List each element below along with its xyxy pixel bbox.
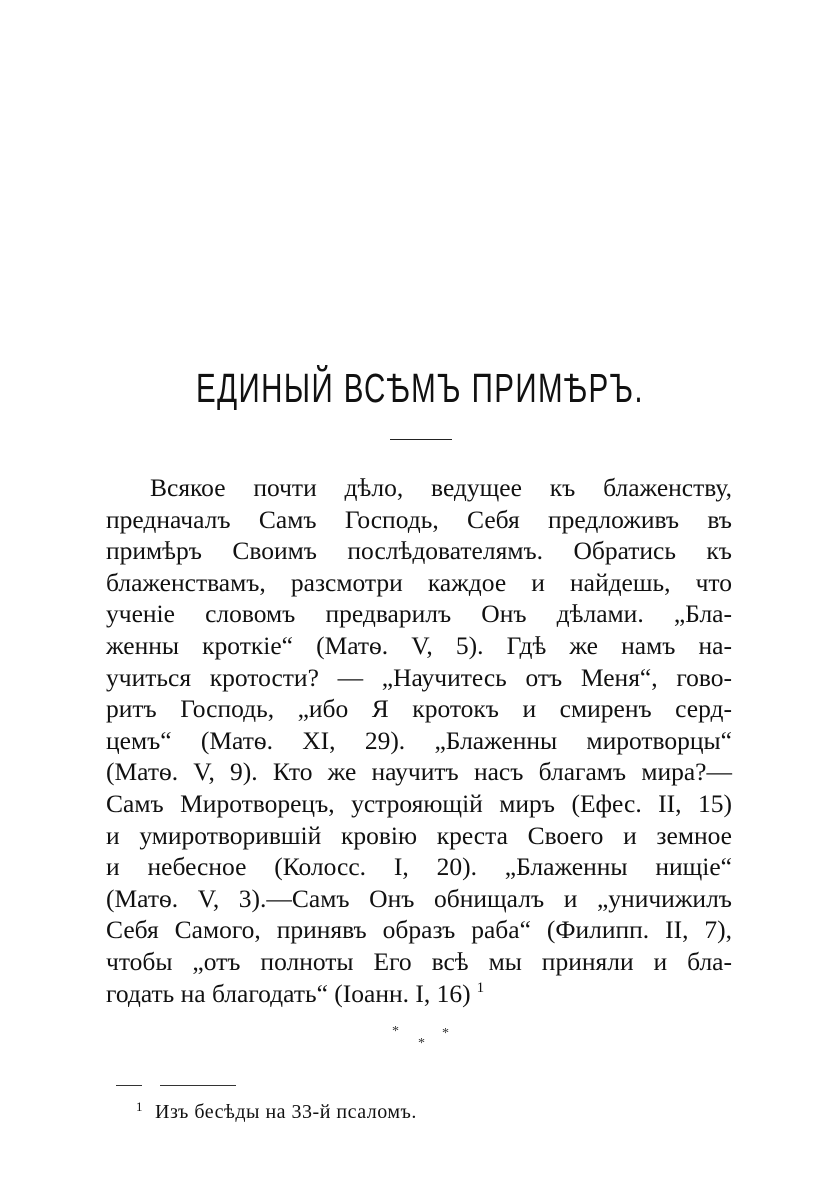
body-text [106, 472, 732, 1009]
asterism-divider [388, 1024, 458, 1054]
body-line: учиться кротости? — „Научитесь отъ Меня“, гово- [106, 662, 732, 692]
body-line: ученіе словомъ предварилъ Онъ дѣлами. „Бла- [106, 599, 732, 629]
body-line-last [106, 978, 732, 1010]
footnote-rule-long [160, 1085, 236, 1086]
body-line: Самъ Миротворецъ, устрояющій миръ (Ефес. II, 15) [106, 788, 732, 818]
body-line: женны кроткіе“ (Матѳ. V, 5). Гдѣ же намъ на- [106, 630, 732, 660]
footnote-reference: 1 [476, 979, 485, 996]
body-line: цемъ“ (Матѳ. XI, 29). „Блаженны миротворцы“ [106, 725, 732, 755]
footnote-mark: 1 [136, 1099, 143, 1114]
footnote-text: Изъ бесѣды на 33-й псаломъ. [155, 1101, 417, 1123]
body-line: примѣръ Своимъ послѣдователямъ. Обратись къ [106, 536, 732, 566]
body-line-text: годать на благодать“ (Іоанн. I, 16) [106, 978, 471, 1008]
body-line: Всякое почти дѣло, ведущее къ блаженству, [150, 473, 732, 502]
title-divider [390, 439, 452, 440]
body-line: блаженствамъ, разсмотри каждое и найдешь, что [106, 567, 732, 597]
body-line: и умиротворившій кровію креста Своего и земное [106, 820, 732, 850]
body-line: Себя Самого, принявъ образъ раба“ (Филипп. II, 7), [106, 915, 732, 945]
body-line: ритъ Господь, „ибо Я кротокъ и смиренъ серд- [106, 694, 732, 724]
footnote [136, 1101, 417, 1124]
body-line: предначалъ Самъ Господь, Себя предложивъ въ [106, 504, 732, 534]
body-line: чтобы „отъ полноты Его всѣ мы приняли и бла- [106, 946, 732, 976]
body-line: (Матѳ. V, 3).—Самъ Онъ обнищалъ и „уничижилъ [106, 883, 732, 913]
asterism-star: * [418, 1036, 425, 1051]
asterism-star: * [442, 1026, 449, 1041]
chapter-title: ЕДИНЫЙ ВСѢМЪ ПРИМѢРЪ. [195, 365, 645, 411]
asterism-star: * [392, 1024, 399, 1039]
body-line: (Матѳ. V, 9). Кто же научитъ насъ благамъ мира?— [106, 757, 732, 787]
footnote-rule-short [116, 1085, 142, 1086]
body-line: и небесное (Колосс. I, 20). „Блаженны нищіе“ [106, 852, 732, 882]
